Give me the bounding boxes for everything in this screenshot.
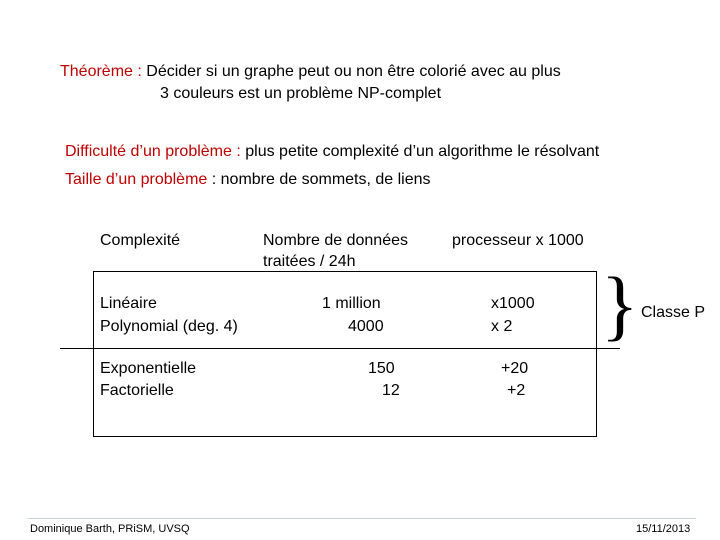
row-data-exponential: 150 [368,360,395,377]
row-processor-exponential: +20 [501,360,529,377]
size-text: : nombre de sommets, de liens [207,171,431,188]
row-complexity-factorial: Factorielle [100,382,174,399]
size-label: Taille d’un problème [65,171,208,188]
row-complexity-polynomial: Polynomial (deg. 4) [100,318,238,335]
theorem-line-1 [60,62,561,82]
row-data-factorial: 12 [382,382,400,399]
footer-author: Dominique Barth, PRiSM, UVSQ [30,523,190,535]
difficulty-text: plus petite complexité d’un algorithme le résolvant [245,143,600,160]
row-data-linear: 1 million [322,295,381,312]
header-data-line-1: Nombre de données [263,232,408,249]
theorem-line-2: 3 couleurs est un problème NP-complet [160,85,442,102]
row-complexity-linear: Linéaire [100,295,157,312]
difficulty-label: Difficulté d’un problème : [65,143,246,160]
row-processor-polynomial: x 2 [491,318,513,335]
row-processor-linear: x1000 [491,295,535,312]
header-data-line-2: traitées / 24h [263,253,356,270]
difficulty-definition [65,142,599,162]
header-complexity: Complexité [100,232,181,249]
row-processor-factorial: +2 [507,382,526,399]
size-definition [65,170,431,190]
row-separator [60,348,620,349]
theorem-label: Théorème : [60,63,147,80]
header-processor: processeur x 1000 [452,232,584,249]
class-p-label: Classe P [641,304,706,321]
footer-date: 15/11/2013 [636,523,691,535]
right-brace: } [601,261,639,348]
footer-divider [28,518,696,519]
row-complexity-exponential: Exponentielle [100,360,197,377]
row-data-polynomial: 4000 [348,318,384,335]
theorem-text-1: Décider si un graphe peut ou non être colorié avec au plus [146,63,561,80]
